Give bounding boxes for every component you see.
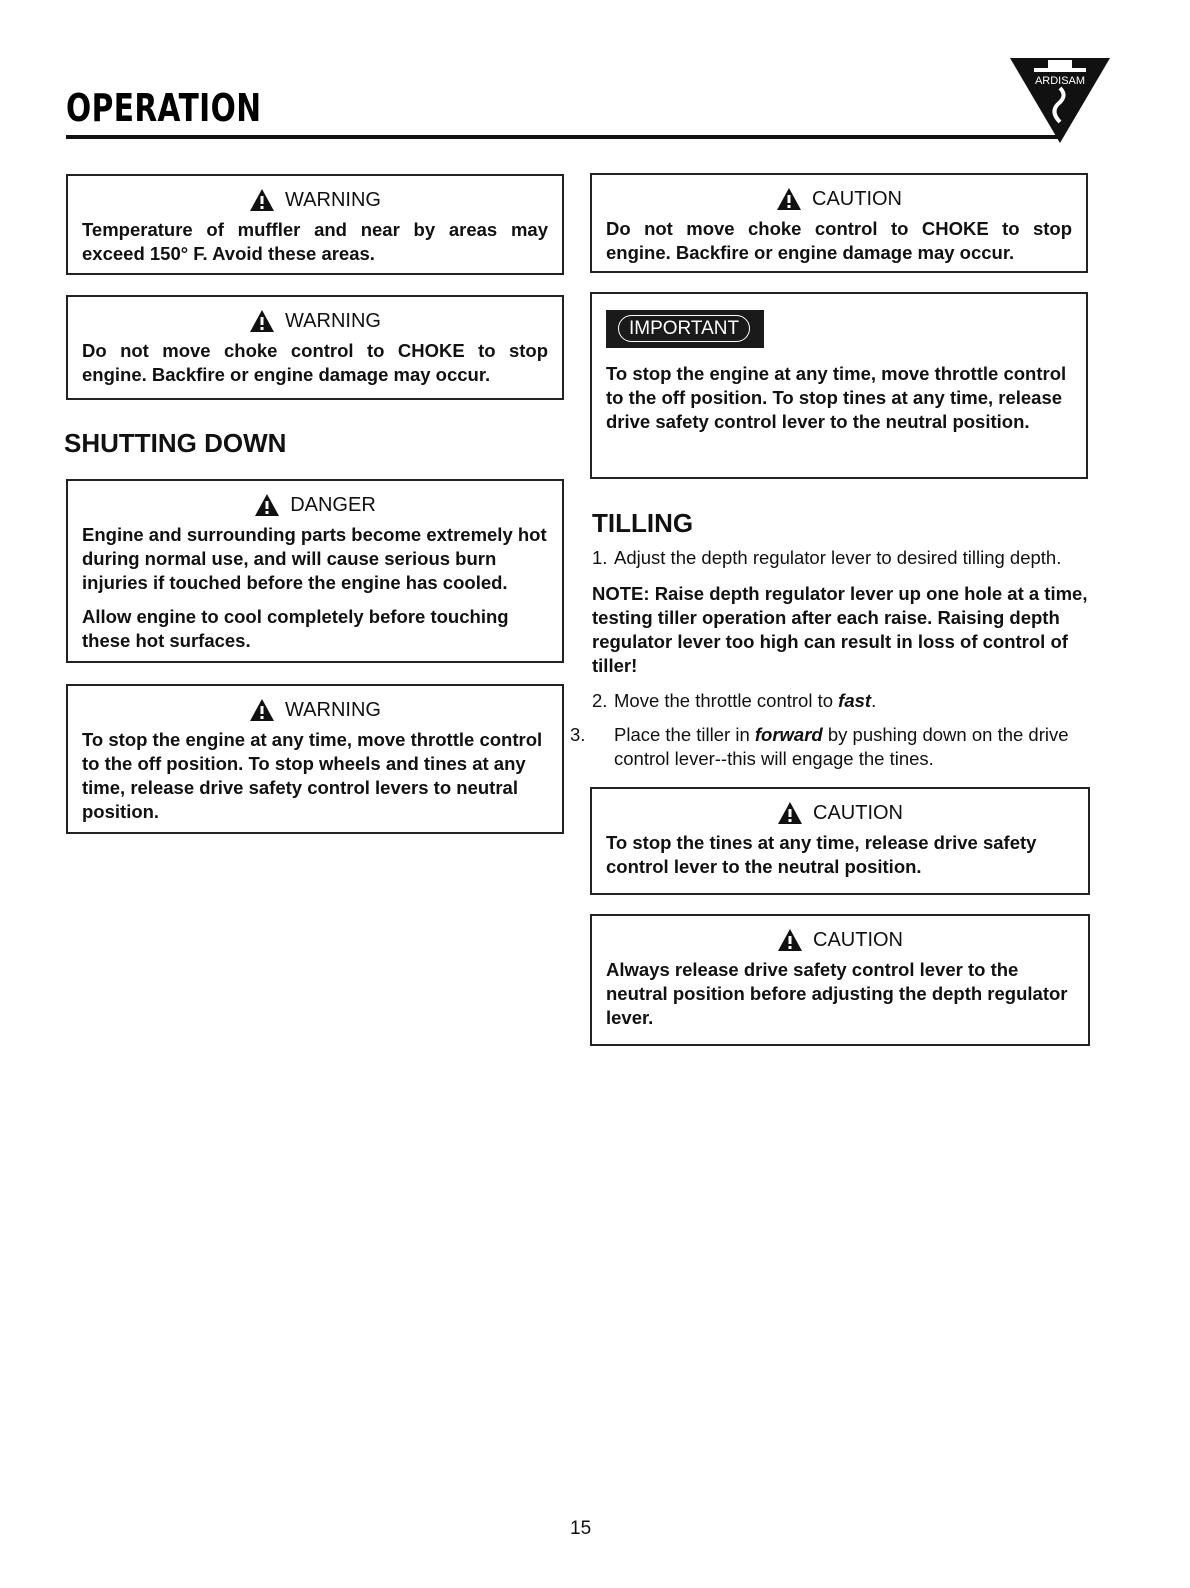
important-text: To stop the engine at any time, move throttle control to the off position. To stop tines at any time, release drive safety control lever to the neutral position. — [606, 363, 1067, 432]
warning-text: Temperature of muffler and near by areas may exceed 150° F. Avoid these areas. — [82, 219, 548, 264]
caution-header — [606, 801, 1074, 825]
warning-triangle-icon — [254, 493, 280, 517]
warning-header — [82, 188, 548, 212]
warning-triangle-icon — [777, 928, 803, 952]
caution-text: To stop the tines at any time, release drive safety control lever to the neutral position. — [606, 832, 1037, 877]
step-text-end: by pushing down on the drive control lever--this will engage the tines. — [614, 724, 1069, 769]
step-text: Place the tiller in — [614, 724, 755, 745]
caution-box-tines — [590, 787, 1090, 895]
warning-triangle-icon — [249, 188, 275, 212]
warning-box-stop — [66, 684, 564, 834]
danger-text: Engine and surrounding parts become extremely hot during normal use, and will cause serious burn injuries if touched before the engine has cooled. — [82, 524, 547, 593]
warning-triangle-icon — [249, 698, 275, 722]
warning-box-choke — [66, 295, 564, 400]
warning-label: WARNING — [285, 309, 381, 332]
header-rule — [66, 135, 1062, 139]
svg-text:ARDISAM: ARDISAM — [1034, 75, 1086, 87]
step-emphasis: forward — [754, 724, 823, 745]
tilling-note: NOTE: Raise depth regulator lever up one hole at a time, testing tiller operation after each raise. Raising depth regulator lever too high can result in loss of control of tiller! — [592, 583, 1088, 676]
caution-text: Do not move choke control to CHOKE to stop engine. Backfire or engine damage may occur. — [606, 218, 1072, 263]
caution-text: Always release drive safety control lever to the neutral position before adjusting the depth regulator lever. — [606, 959, 1068, 1028]
warning-triangle-icon — [776, 187, 802, 211]
step-text-end: . — [871, 690, 877, 711]
ardisam-logo — [1010, 48, 1110, 148]
section-title-tilling: TILLING — [592, 508, 694, 538]
caution-header — [606, 187, 1072, 211]
step-number: 3. — [570, 724, 586, 745]
important-badge — [606, 310, 764, 348]
warning-label: WARNING — [285, 698, 381, 721]
step-text: Adjust the depth regulator lever to desired tilling depth. — [614, 547, 1062, 568]
important-box — [590, 292, 1088, 479]
caution-box-depth — [590, 914, 1090, 1046]
tilling-step-1 — [592, 546, 1092, 570]
page-title: OPERATION — [66, 86, 262, 130]
warning-text: Do not move choke control to CHOKE to stop engine. Backfire or engine damage may occur. — [82, 340, 548, 385]
page-number: 15 — [570, 1518, 592, 1539]
warning-text: To stop the engine at any time, move throttle control to the off position. To stop wheels and tines at any time, release drive safety control levers to neutral position. — [82, 729, 543, 822]
warning-header — [82, 309, 548, 333]
warning-label: WARNING — [285, 188, 381, 211]
section-title-shutting-down: SHUTTING DOWN — [64, 428, 287, 458]
step-text: Move the throttle control to — [614, 690, 839, 711]
danger-text-cool: Allow engine to cool completely before touching these hot surfaces. — [82, 606, 509, 651]
important-label: IMPORTANT — [618, 315, 750, 342]
danger-label: DANGER — [290, 493, 376, 516]
warning-box-muffler — [66, 174, 564, 275]
warning-triangle-icon — [777, 801, 803, 825]
warning-triangle-icon — [249, 309, 275, 333]
danger-box — [66, 479, 564, 663]
caution-label: CAUTION — [813, 928, 903, 951]
danger-header — [82, 493, 548, 517]
step-number: 1. — [592, 547, 608, 568]
warning-header — [82, 698, 548, 722]
step-emphasis: fast — [838, 690, 872, 711]
tilling-step-2 — [592, 689, 1092, 713]
caution-header — [606, 928, 1074, 952]
step-number: 2. — [592, 690, 608, 711]
caution-label: CAUTION — [812, 187, 902, 210]
caution-label: CAUTION — [813, 801, 903, 824]
caution-box-choke — [590, 173, 1088, 273]
tilling-step-3 — [570, 723, 1084, 771]
